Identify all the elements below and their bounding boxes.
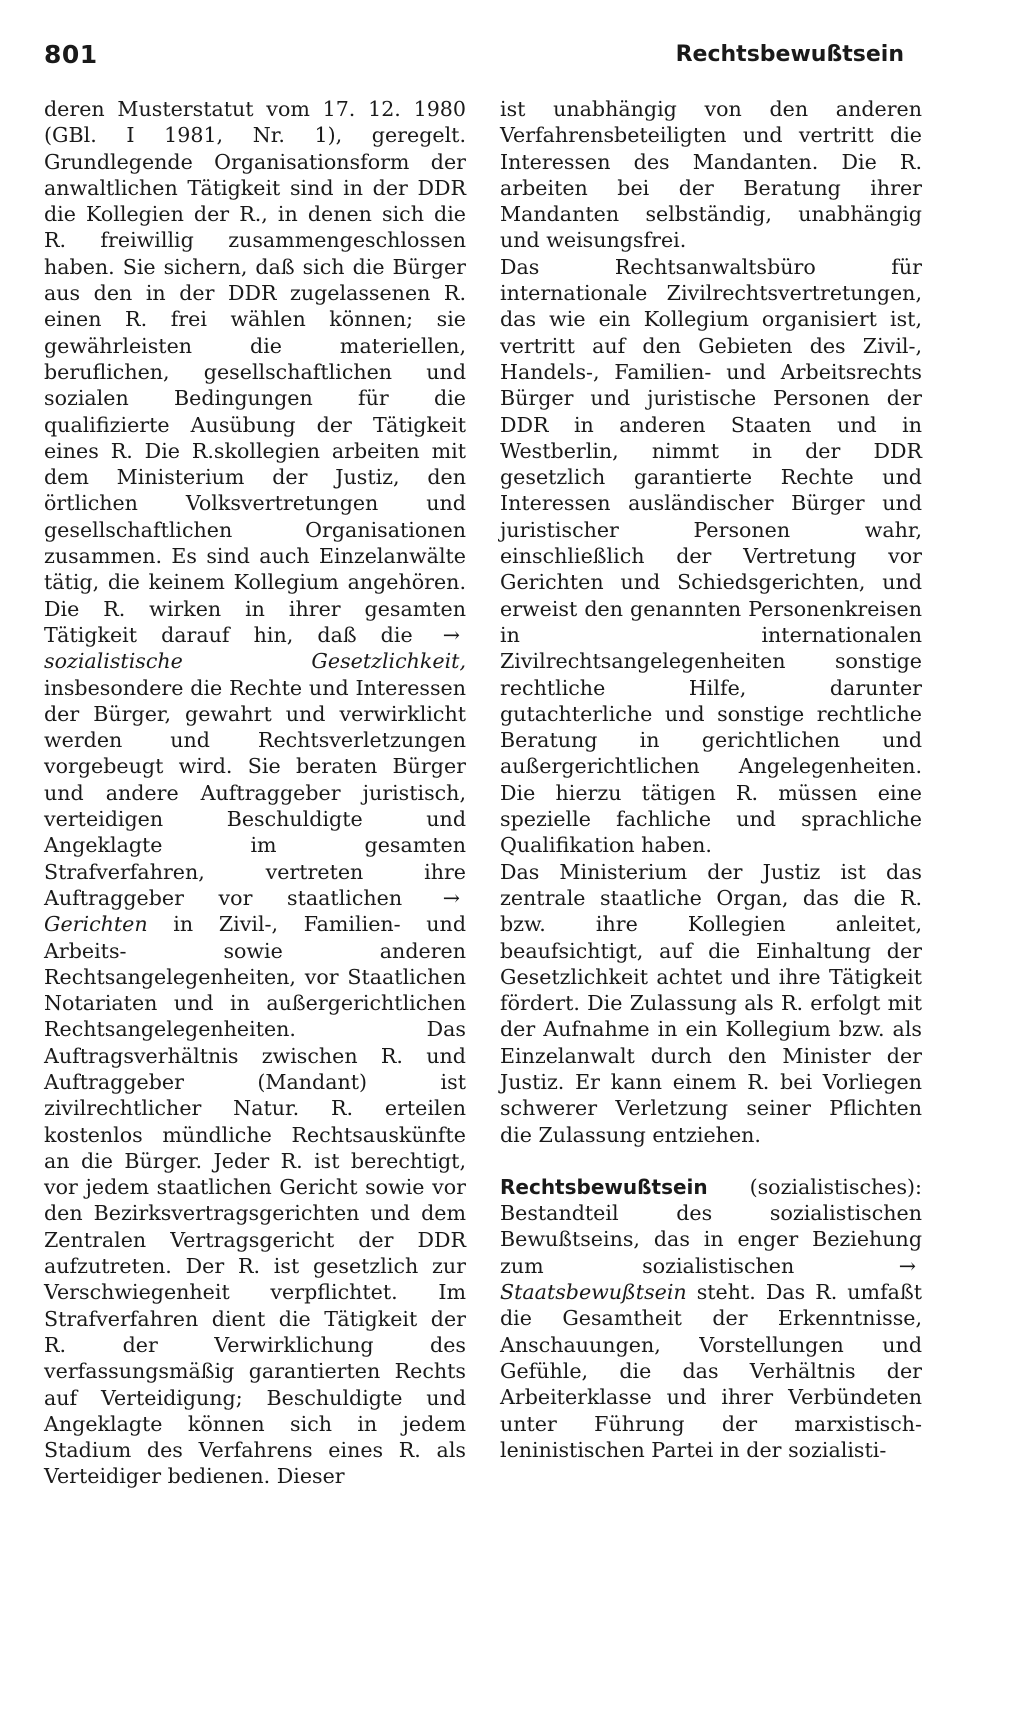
paragraph: [44, 96, 466, 1490]
body-text: deren Musterstatut vom 17. 12. 1980 (GBl. I 1981, Nr. 1), geregelt. Grundlegende Organisationsform der anwaltlichen Tätigkeit sind in der DDR die Kollegien der R., in denen sich die R. freiwillig zusammengeschlossen haben. Sie sichern, daß sich die Bürger aus den in der DDR zugelassenen R. einen R. frei wählen können; sie gewährleisten die materiellen, beruflichen, gesellschaftlichen und sozialen Bedingungen für die qualifizierte Ausübung der Tätigkeit eines R. Die R.skollegien arbeiten mit dem Ministerium der Justiz, den örtlichen Volksvertretungen und gesellschaftlichen Organisationen zusammen. Es sind auch Einzelanwälte tätig, die keinem Kollegium angehören. Die R. wirken in ihrer gesamten Tätigkeit darauf hin, daß die: [44, 97, 466, 647]
paragraph: Das Ministerium der Justiz ist das zentrale staatliche Organ, das die R. bzw. ihre Kollegien anleitet, beaufsichtigt, auf die Einhaltung der Gesetzlichkeit achtet und ihre Tätigkeit fördert. Die Zulassung als R. erfolgt mit der Aufnahme in ein Kollegium bzw. als Einzelanwalt durch den Minister der Justiz. Er kann einem R. bei Vorliegen schwerer Verletzung seiner Pflichten die Zulassung entziehen.: [500, 859, 922, 1147]
body-text: in Zivil-, Familien- und Arbeits- sowie anderen Rechtsangelegenheiten, vor Staatlichen Notariaten und in außergerichtlichen Rechtsangelegenheiten. Das Auftragsverhältnis zwischen R. und Auftraggeber (Mandant) ist zivilrechtlicher Natur. R. erteilen kostenlos mündliche Rechtsauskünfte an die Bürger. Jeder R. ist berechtigt, vor jedem staatlichen Gericht sowie vor den Bezirksvertragsgerichten und dem Zentralen Vertragsgericht der DDR aufzutreten. Der R. ist gesetzlich zur Verschwiegenheit verpflichtet. Im Strafverfahren dient die Tätigkeit der R. der Verwirklichung des verfassungsmäßig garantierten Rechts auf Verteidigung; Beschuldigte und Angeklagte können sich in jedem Stadium des Verfahrens eines R. als Verteidiger bedienen. Dieser: [44, 912, 466, 1489]
body-text: steht. Das R. umfaßt die Gesamtheit der Erkenntnisse, Anschauungen, Vorstellungen und Gefühle, die das Verhältnis der Arbeiterklasse und ihrer Verbündeten unter Führung der marxistisch-leninistischen Partei in der sozialisti-: [500, 1280, 922, 1462]
left-column: [44, 96, 466, 1490]
cross-reference-sozialistische-gesetzlichkeit[interactable]: sozialistische Gesetzlichkeit,: [44, 649, 466, 674]
entry-headword: Rechtsbewußtsein: [500, 1174, 708, 1199]
paragraph: ist unabhängig von den anderen Verfahrensbeteiligten und vertritt die Interessen des Mandanten. Die R. arbeiten bei der Beratung ihrer Mandanten selbständig, unabhängig und weisungsfrei.: [500, 97, 922, 253]
entry-spacer: [500, 1148, 922, 1174]
right-column: [500, 96, 922, 1463]
paragraph: Das Rechtsanwaltsbüro für internationale Zivilrechtsvertretungen, das wie ein Kollegium organisiert ist, vertritt auf den Gebieten des Zivil-, Handels-, Familien- und Arbeitsrechts Bürger und juristische Personen der DDR in anderen Staaten und in Westberlin, nimmt in der DDR gesetzlich garantierte Rechte und Interessen ausländischer Bürger und juristischer Personen wahr, einschließlich der Vertretung vor Gerichten und Schiedsgerichten, und erweist den genannten Personenkreisen in internationalen Zivilrechtsangelegenheiten sonstige rechtliche Hilfe, darunter gutachterliche und sonstige rechtliche Beratung in gerichtlichen und außergerichtlichen Angelegenheiten. Die hierzu tätigen R. müssen eine spezielle fachliche und sprachliche Qualifikation haben.: [500, 254, 922, 858]
page-number: 801: [44, 40, 98, 69]
body-text: insbesondere die Rechte und Interessen der Bürger, gewahrt und verwirklicht werden und Rechtsverletzungen vorgebeugt wird. Sie beraten Bürger und andere Auftraggeber juristisch, verteidigen Beschuldigte und Angeklagte im gesamten Strafverfahren, vertreten ihre Auftraggeber vor staatlichen: [44, 675, 466, 910]
page-header: [44, 40, 904, 80]
cross-reference-arrow-icon: →: [898, 1253, 916, 1278]
cross-reference-gerichten[interactable]: Gerichten: [44, 912, 148, 937]
cross-reference-arrow-icon: →: [442, 885, 460, 910]
running-head: Rechtsbewußtsein: [675, 42, 904, 67]
dictionary-entry: [500, 1174, 922, 1463]
body-text: (sozialistisches): Bestandteil des sozialistischen Bewußtseins, das in enger Beziehung zum sozialistischen: [500, 1174, 922, 1278]
cross-reference-arrow-icon: →: [442, 622, 461, 647]
cross-reference-staatsbewusstsein[interactable]: Staatsbewußtsein: [500, 1280, 687, 1305]
